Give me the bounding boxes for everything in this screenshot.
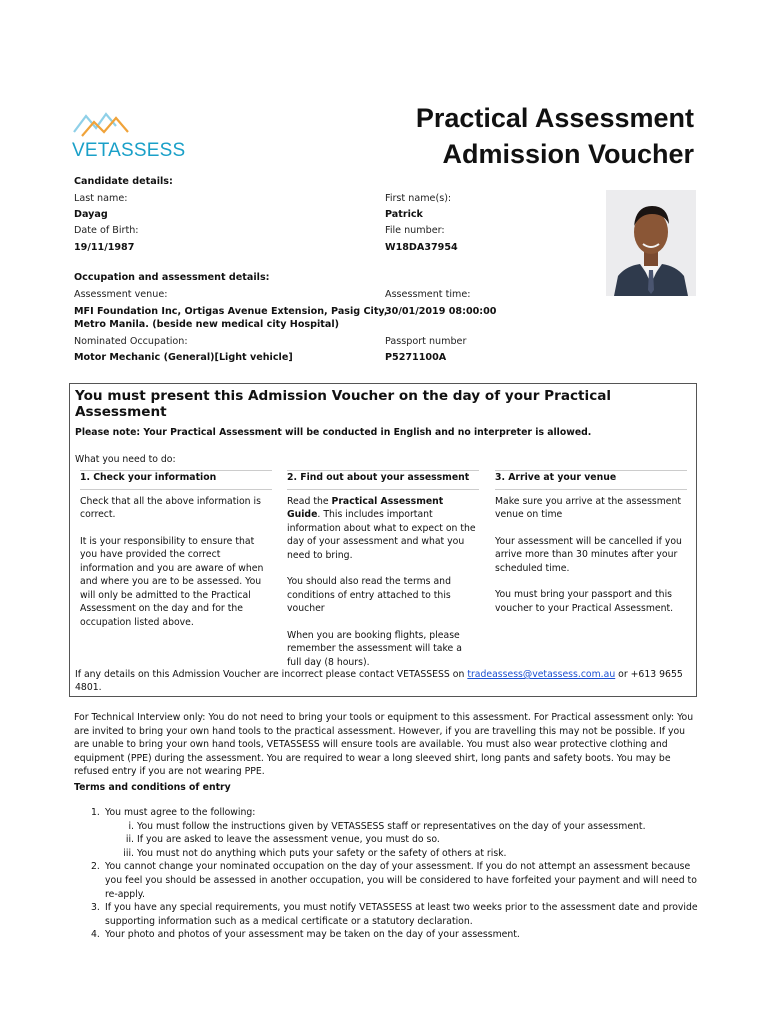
step-2-text-3: When you are booking flights, please remember the assessment will take a full day (8 hours). xyxy=(287,629,462,668)
portrait-icon xyxy=(606,190,696,296)
notice-title: You must present this Admission Voucher on the day of your Practical Assessment xyxy=(75,388,612,420)
candidate-photo xyxy=(606,190,696,296)
logo-text: VETASSESS xyxy=(72,140,186,161)
assessment-guide-link: Practical Assessment Guide xyxy=(287,495,444,520)
logo-mark-icon xyxy=(72,108,152,142)
assessment-time-label: Assessment time: xyxy=(385,289,471,300)
file-number-label: File number: xyxy=(385,225,445,236)
passport-value: P5271100A xyxy=(385,352,447,363)
step-1-text-1: Check that all the above information is correct. xyxy=(80,495,261,520)
terms-subitem: i. You must follow the instructions given by VETASSESS staff or representatives on the day of your assessment. xyxy=(128,820,646,832)
venue-line-2: Metro Manila. (beside new medical city Hospital) xyxy=(74,319,340,330)
step-2-heading: 2. Find out about your assessment xyxy=(287,470,479,490)
first-name-label: First name(s): xyxy=(385,193,452,204)
contact-email-link[interactable]: tradeassess@vetassess.com.au xyxy=(467,669,616,680)
venue-line-1: MFI Foundation Inc, Ortigas Avenue Extension, Pasig City, xyxy=(74,306,388,317)
vetassess-logo xyxy=(72,108,186,161)
nominated-occupation-value: Motor Mechanic (General)[Light vehicle] xyxy=(74,352,293,363)
last-name-label: Last name: xyxy=(74,193,128,204)
step-column-2 xyxy=(287,470,479,682)
terms-subitem: ii. If you are asked to leave the assessment venue, you must do so. xyxy=(125,834,440,846)
file-number-value: W18DA37954 xyxy=(385,242,458,253)
title-line-2: Admission Voucher xyxy=(442,139,694,169)
terms-heading: Terms and conditions of entry xyxy=(74,782,231,793)
step-column-1 xyxy=(80,470,272,642)
step-3-text-3: You must bring your passport and this voucher to your Practical Assessment. xyxy=(495,589,674,614)
dob-value: 19/11/1987 xyxy=(74,242,135,253)
assessment-time-value: 30/01/2019 08:00:00 xyxy=(385,306,497,317)
step-3-heading: 3. Arrive at your venue xyxy=(495,470,687,490)
nominated-occupation-label: Nominated Occupation: xyxy=(74,336,188,347)
contact-line: If any details on this Admission Voucher are incorrect please contact VETASSESS on tradeassess@vetassess.com.au or +613 9655 4801. xyxy=(75,669,683,693)
step-2-text-1: Read the Practical Assessment Guide. This includes important information about what to expect on the day of your assessment and what you need to bring. xyxy=(287,495,476,561)
tools-ppe-paragraph: For Technical Interview only: You do not need to bring your tools or equipment to this assessment. For Practical assessment only: You are invited to bring your own hand tools to the practical assessment. However, if you are travelling this may not be possible. If you are unable to bring your own hand tools, VETASSESS will ensure tools are available. You must also wear protective clothing and equipment (PPE) during the assessment. You are required to wear a long sleeved shirt, long pants and safety boots. You may be refused entry if you are not wearing PPE. xyxy=(74,712,694,778)
venue-label: Assessment venue: xyxy=(74,289,168,300)
step-3-text-2: Your assessment will be cancelled if you arrive more than 30 minutes after your scheduled time. xyxy=(495,535,682,574)
last-name-value: Dayag xyxy=(74,209,108,220)
language-note: Please note: Your Practical Assessment will be conducted in English and no interpreter is allowed. xyxy=(75,427,592,438)
title-line-1: Practical Assessment xyxy=(415,103,694,133)
terms-subitem: iii. You must not do anything which puts your safety or the safety of others at risk. xyxy=(123,847,507,859)
step-3-text-1: Make sure you arrive at the assessment venue on time xyxy=(495,495,682,520)
terms-list xyxy=(74,806,699,942)
what-to-do-label: What you need to do: xyxy=(75,454,176,465)
voucher-notice-box xyxy=(69,383,697,697)
step-column-3 xyxy=(495,470,687,628)
terms-item: 2. You cannot change your nominated occupation on the day of your assessment. If you do not attempt an assessment because you feel you should be assessed in another occupation, you will be considered to have forfeited your payment and will need to re-apply. xyxy=(91,861,697,900)
page-title xyxy=(416,100,694,172)
terms-item: 4. Your photo and photos of your assessment may be taken on the day of your assessment. xyxy=(91,929,520,941)
terms-item: 1. You must agree to the following: xyxy=(91,807,256,818)
first-name-value: Patrick xyxy=(385,209,423,220)
step-2-text-2: You should also read the terms and conditions of entry attached to this voucher xyxy=(287,576,451,614)
candidate-section-label: Candidate details: xyxy=(74,176,173,187)
passport-label: Passport number xyxy=(385,336,467,347)
terms-item: 3. If you have any special requirements, you must notify VETASSESS at least two weeks prior to the assessment date and provide supporting information such as a medical certificate or a statutory declaration. xyxy=(91,902,698,927)
step-1-text-2: It is your responsibility to ensure that you have provided the correct information and you are aware of when and where you are to be assessed. You will only be admitted to the Practical Assessment on the day and for the occupation listed above. xyxy=(80,535,264,628)
dob-label: Date of Birth: xyxy=(74,225,139,236)
occupation-section-label: Occupation and assessment details: xyxy=(74,272,270,283)
step-1-heading: 1. Check your information xyxy=(80,470,272,490)
